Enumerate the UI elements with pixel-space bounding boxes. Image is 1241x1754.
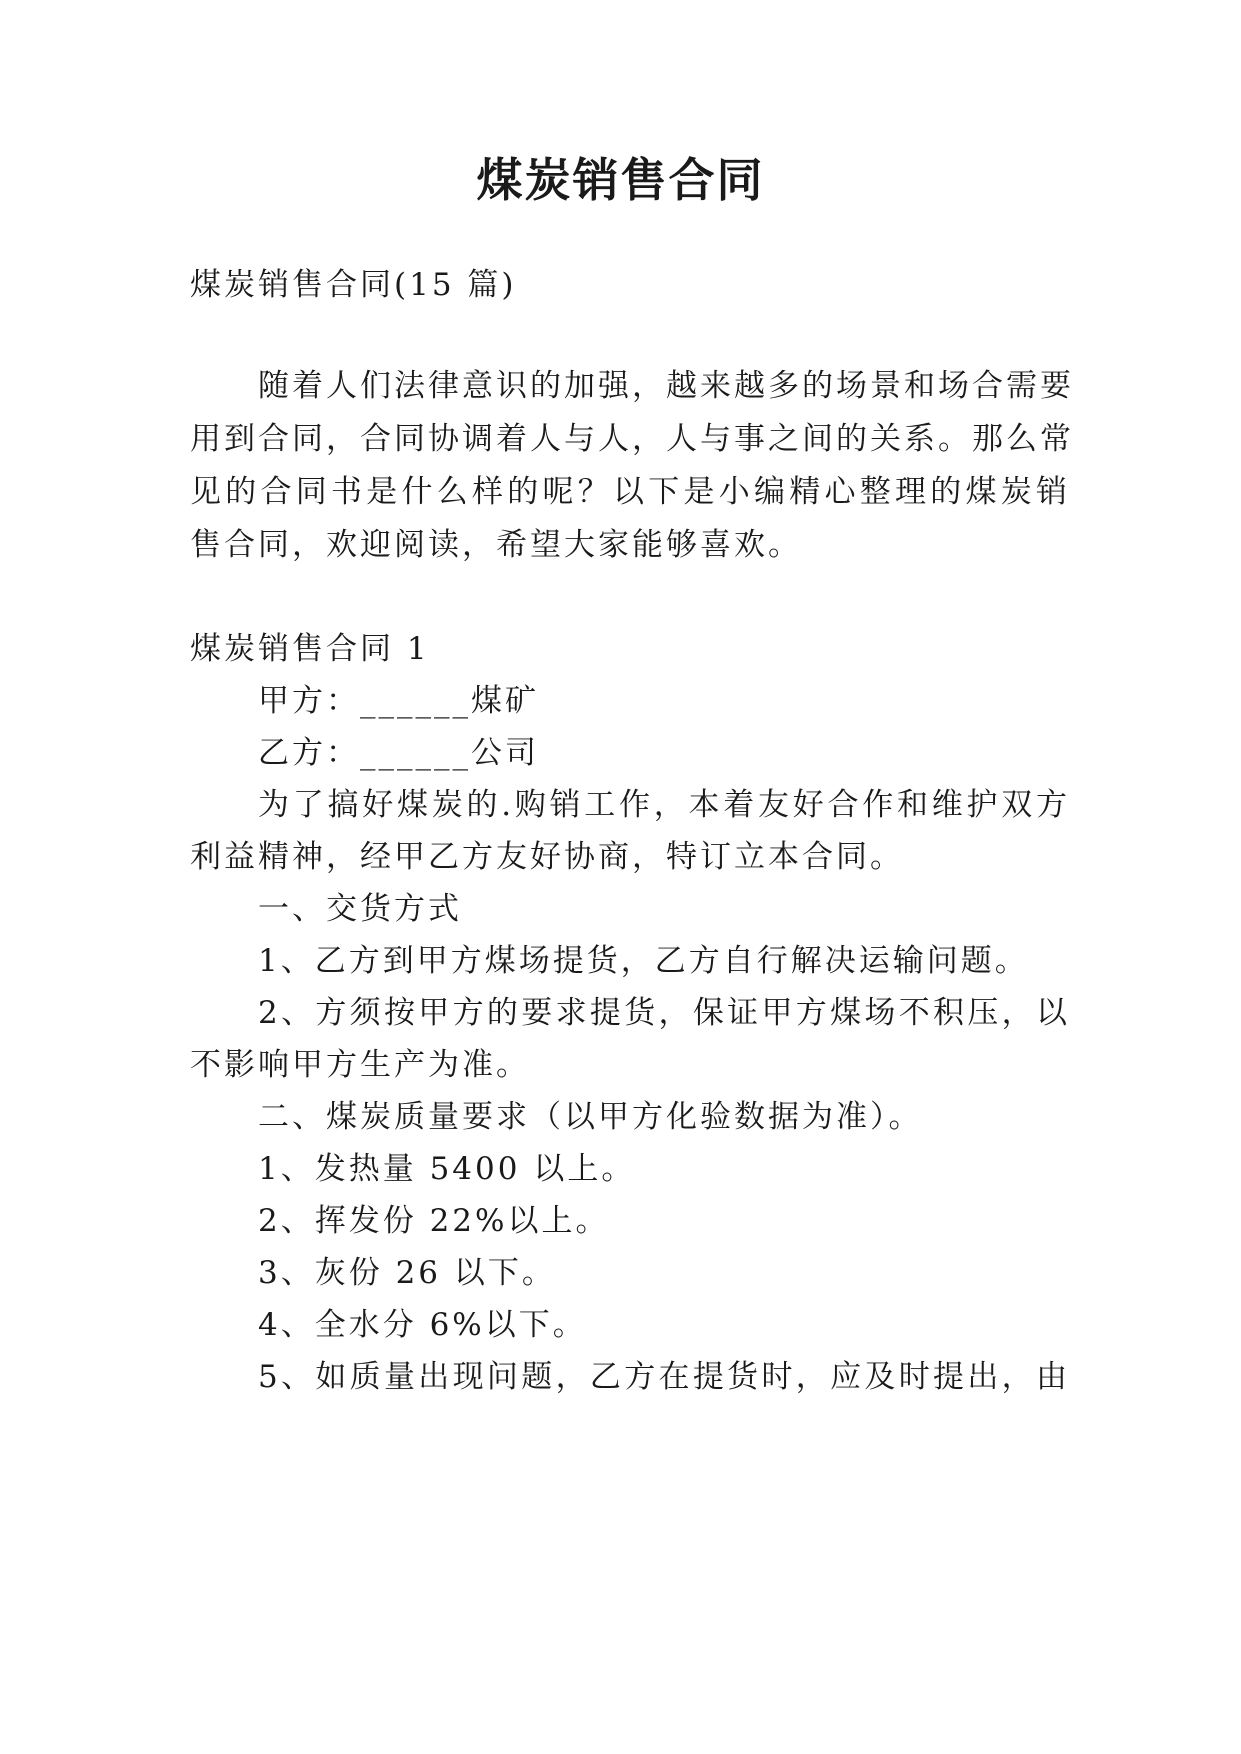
party-a: 甲方：______煤矿	[258, 683, 539, 719]
document-subtitle: 煤炭销售合同(15 篇)	[190, 267, 517, 303]
intro-line-3: 见的合同书是什么样的呢？以下是小编精心整理的煤炭销	[190, 474, 1070, 510]
clause2-item-3: 3、灰份 26 以下。	[258, 1255, 556, 1291]
clause2-item-1: 1、发热量 5400 以上。	[258, 1151, 636, 1187]
intro-line-4: 售合同，欢迎阅读，希望大家能够喜欢。	[190, 527, 802, 563]
clause1-item-1: 1、乙方到甲方煤场提货，乙方自行解决运输问题。	[258, 943, 1029, 979]
purpose-line-2: 利益精神，经甲乙方友好协商，特订立本合同。	[190, 839, 904, 875]
clause2-item-4: 4、全水分 6%以下。	[258, 1307, 587, 1343]
clause2-item-5: 5、如质量出现问题，乙方在提货时，应及时提出，由	[258, 1359, 1070, 1395]
document-title: 煤炭销售合同	[476, 153, 765, 207]
intro-line-1: 随着人们法律意识的加强，越来越多的场景和场合需要	[258, 368, 1074, 404]
intro-line-2: 用到合同，合同协调着人与人，人与事之间的关系。那么常	[190, 421, 1074, 457]
clause2-heading: 二、煤炭质量要求（以甲方化验数据为准）。	[258, 1099, 923, 1135]
section-title: 煤炭销售合同 1	[190, 631, 430, 667]
purpose-line-1: 为了搞好煤炭的.购销工作，本着友好合作和维护双方	[258, 787, 1070, 823]
clause1-heading: 一、交货方式	[258, 891, 462, 927]
clause2-item-2: 2、挥发份 22%以上。	[258, 1203, 610, 1239]
clause1-item-2: 2、方须按甲方的要求提货，保证甲方煤场不积压，以	[258, 995, 1070, 1031]
clause1-item-2-cont: 不影响甲方生产为准。	[190, 1047, 530, 1083]
party-b: 乙方：______公司	[258, 735, 539, 771]
